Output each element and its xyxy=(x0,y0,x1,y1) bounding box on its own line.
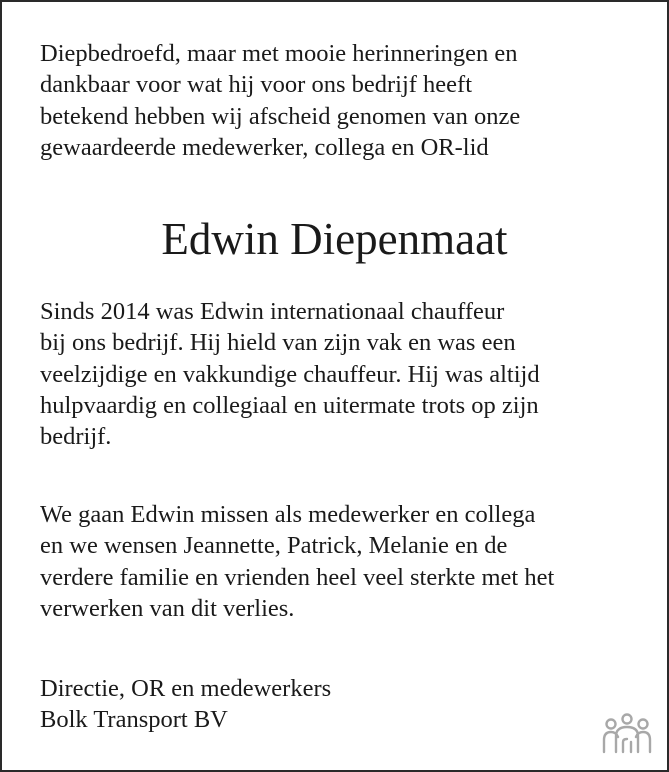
people-group-icon xyxy=(601,712,653,756)
text-line: Sinds 2014 was Edwin internationaal chauffeur xyxy=(40,298,505,325)
text-line: veelzijdige en vakkundige chauffeur. Hij was altijd xyxy=(40,360,540,388)
body-paragraph-1 xyxy=(40,296,660,452)
text-line: dankbaar voor wat hij voor ons bedrijf heeft xyxy=(40,71,473,99)
text-line: bij ons bedrijf. Hij hield van zijn vak en was een xyxy=(40,329,516,357)
text-line: hulpvaardig en collegiaal en uitermate trots op zijn xyxy=(40,391,539,419)
signature xyxy=(40,673,660,736)
text-line: betekend hebben wij afscheid genomen van onze xyxy=(40,102,521,130)
text-line: Directie, OR en medewerkers xyxy=(40,675,332,702)
text-line: bedrijf. xyxy=(40,423,112,451)
text-line: verdere familie en vrienden heel veel sterkte met het xyxy=(40,563,555,591)
text-line: Bolk Transport BV xyxy=(40,706,228,734)
body-paragraph-2 xyxy=(40,499,660,624)
text-line: We gaan Edwin missen als medewerker en collega xyxy=(40,501,536,528)
deceased-name: Edwin Diepenmaat xyxy=(161,214,508,264)
text-line: verwerken van dit verlies. xyxy=(40,594,295,622)
intro-paragraph xyxy=(40,38,660,163)
text-line: Diepbedroefd, maar met mooie herinneringen en xyxy=(40,40,518,67)
text-line: gewaardeerde medewerker, collega en OR-lid xyxy=(40,133,489,161)
text-line: en we wensen Jeannette, Patrick, Melanie en de xyxy=(40,532,508,560)
